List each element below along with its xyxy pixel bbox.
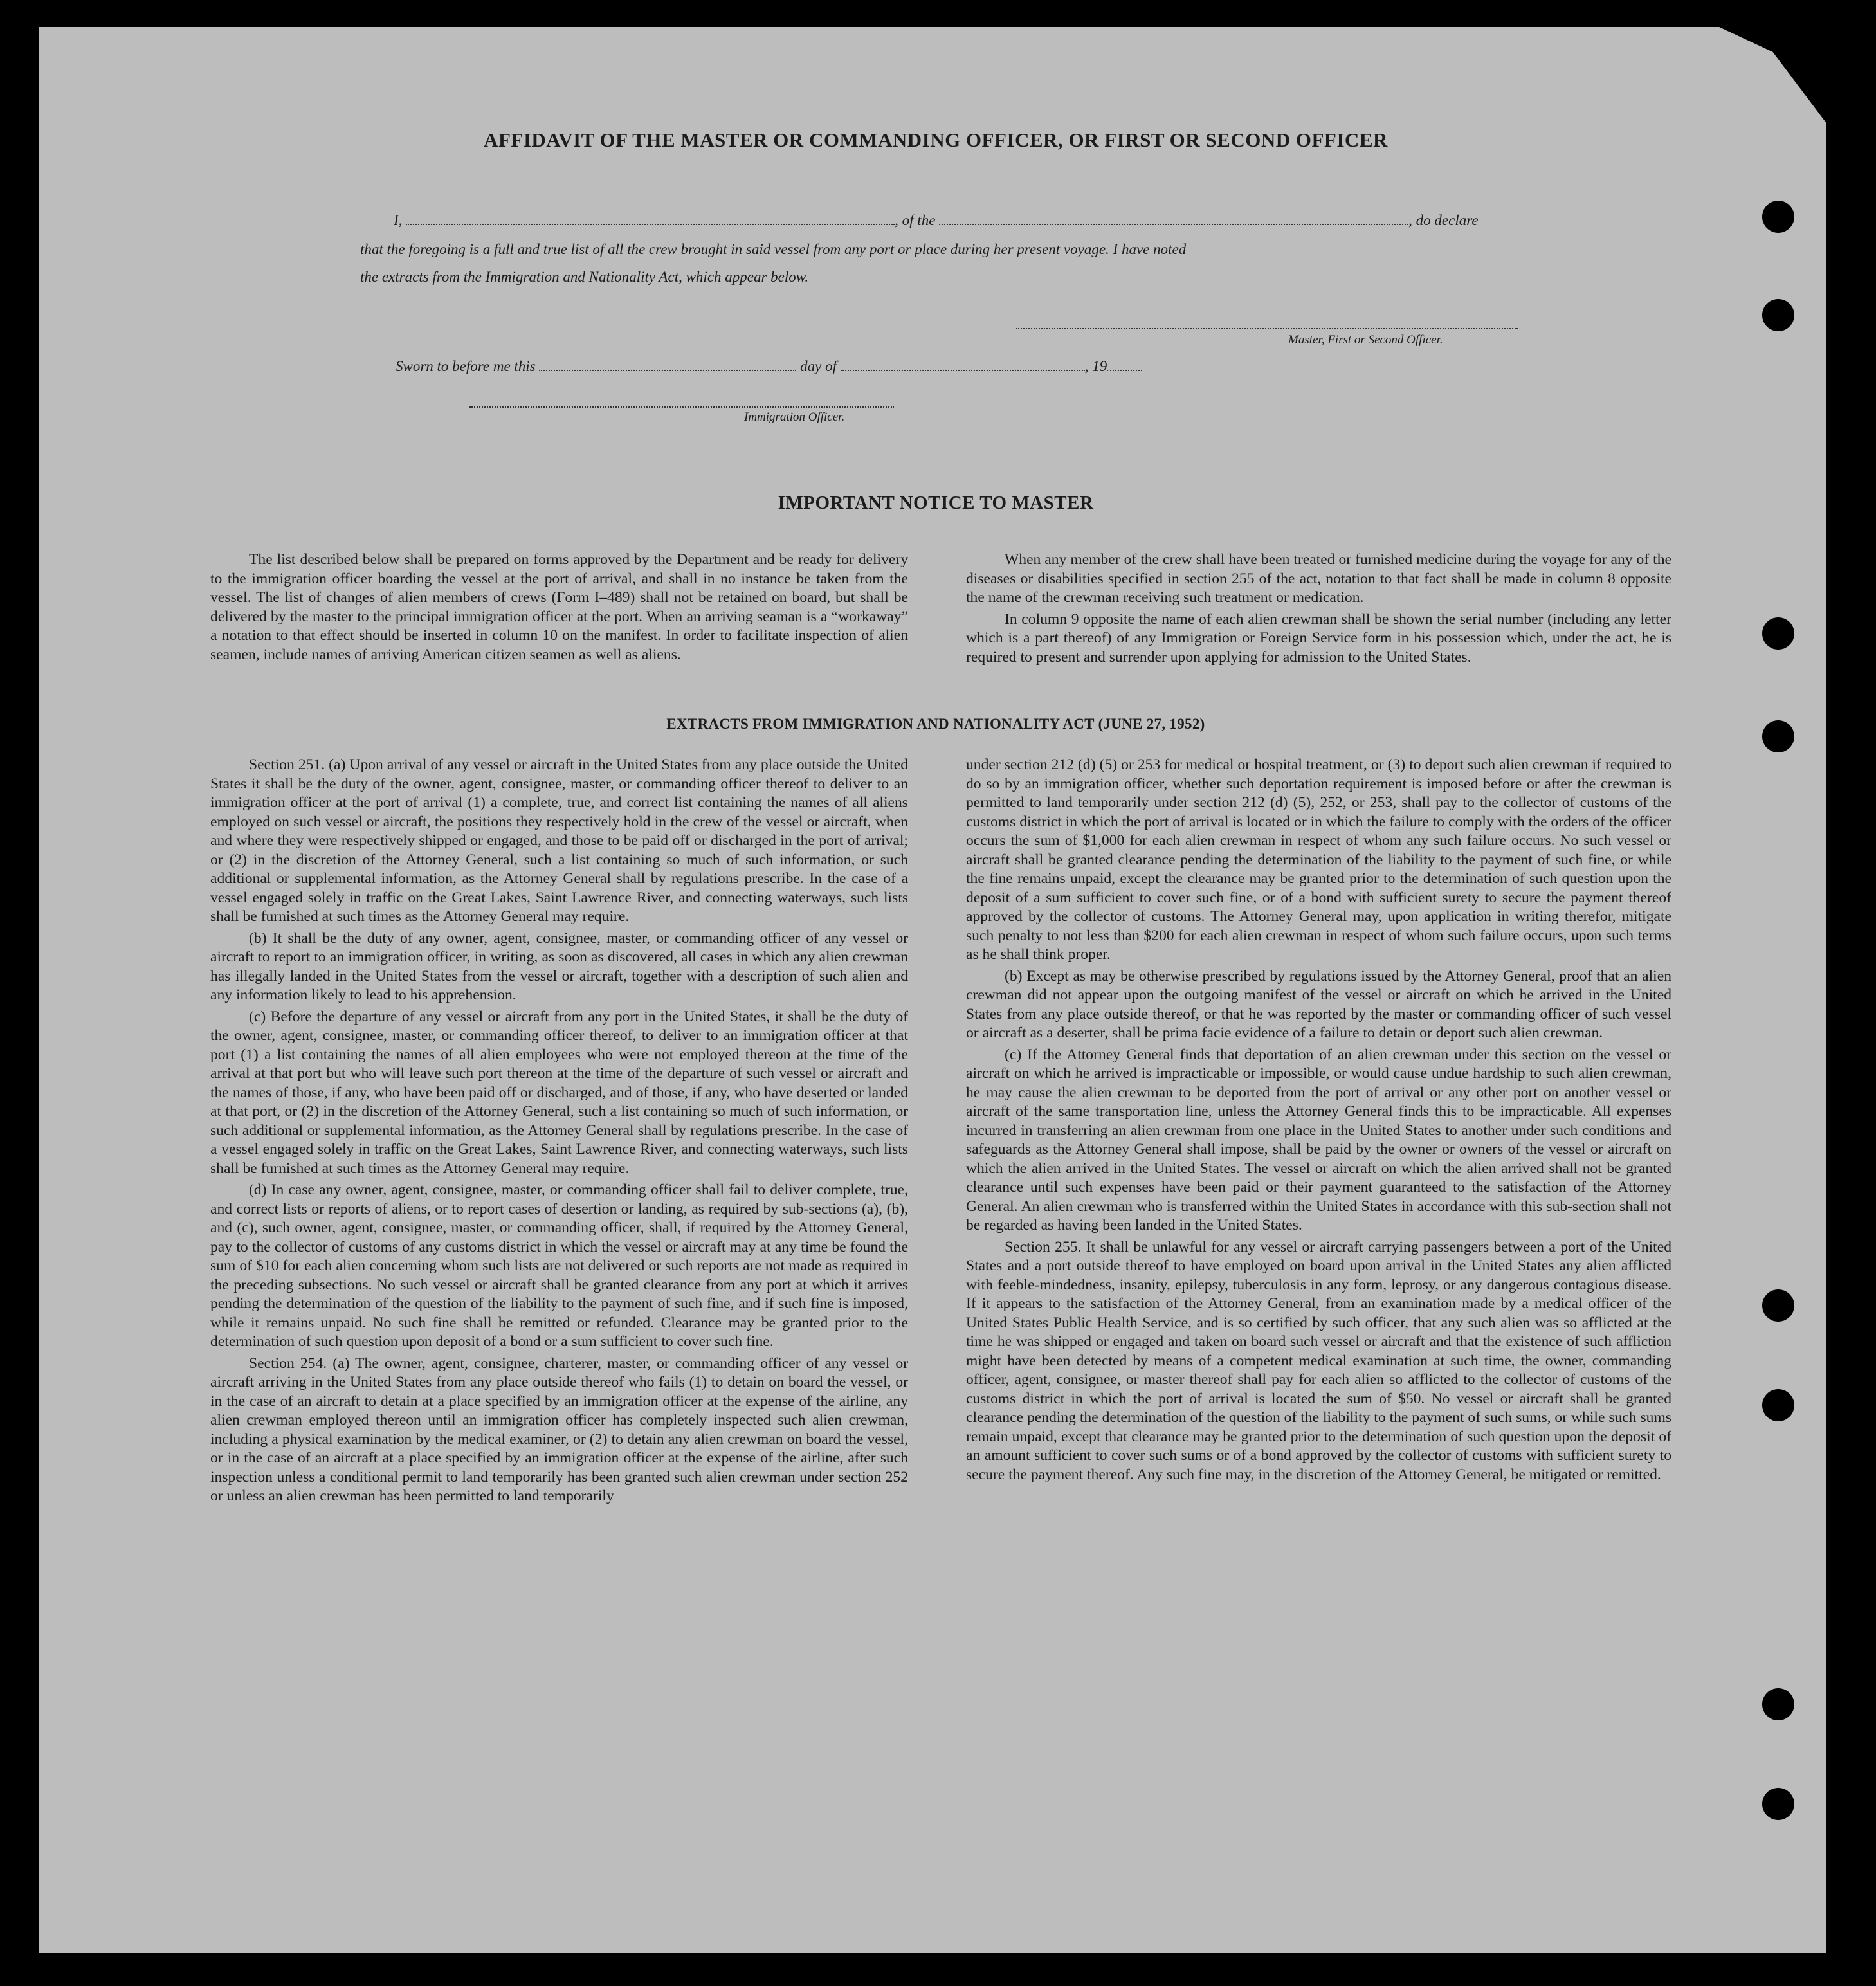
affidavit-declaration-line (394, 212, 1479, 229)
master-signature-label: Master, First or Second Officer. (1288, 333, 1443, 347)
officer-signature-line[interactable] (469, 406, 894, 408)
binder-hole (1762, 1289, 1794, 1322)
sworn-label: Sworn to before me this (396, 358, 536, 374)
officer-signature-label: Immigration Officer. (744, 410, 845, 424)
day-of-label: day of (800, 358, 837, 374)
affidavit-line-3: the extracts from the Immigration and Nationality Act, which appear below. (360, 269, 809, 285)
section-251-a: Section 251. (a) Upon arrival of any vessel or aircraft in the United States from any place outside the United States it shall be the duty of the owner, agent, consignee, master, or commanding officer thereof to deliver to an immigration officer at the port of arrival (1) a complete, true, and correct list containing the names of all aliens employed on such vessel or aircraft, the positions they respectively hold in the crew of the vessel or aircraft, when and where they were respectively shipped or engaged, and those to be paid off or discharged in the port of arrival; or (2) in the discretion of the Attorney General, such a list containing so much of such information, or such additional or supplemental information, as the Attorney General shall by regulations prescribe. In the case of a vessel engaged solely in traffic on the Great Lakes, Saint Lawrence River, and connecting waterways, such lists shall be furnished at such times as the Attorney General may require. (210, 756, 908, 925)
sworn-month-field[interactable] (841, 370, 1085, 371)
affidavit-line-2: that the foregoing is a full and true list of all the crew brought in said vessel from any port or place during her present voyage. I have noted (360, 241, 1187, 257)
sworn-line (396, 358, 1142, 375)
binder-hole (1762, 1389, 1794, 1421)
vessel-field[interactable] (939, 224, 1408, 225)
do-declare-label: , do declare (1408, 212, 1479, 228)
binder-hole (1762, 617, 1794, 650)
binder-hole (1762, 299, 1794, 331)
affidavit-title: AFFIDAVIT OF THE MASTER OR COMMANDING OFFICER, OR FIRST OR SECOND OFFICER (484, 129, 1388, 151)
i-label: I, (394, 212, 403, 228)
name-field[interactable] (406, 224, 895, 225)
section-254-a-continued: under section 212 (d) (5) or 253 for medical or hospital treatment, or (3) to deport such alien crewman if required to do so by an immigration officer, whether such deportation requirement is imposed before or after the crewman is permitted to land temporarily under section 212 (d) (5), 252, or 253, shall pay to the collector of customs of the customs district in which the port of arrival is located or in which the failure to comply with the orders of the officer occurs the sum of $1,000 for each alien crewman in respect of whom any such failure occurs. No such vessel or aircraft shall be granted clearance pending the determination of the liability to the payment of such fine, or while the fine remains unpaid, except the clearance may be granted prior to the determination of such question upon the deposit of a sum sufficient to cover such fine, or of a bond with sufficient surety to secure the payment thereof approved by the collector of customs. The Attorney General may, upon application in writing therefor, mitigate such penalty to not less than $200 for each alien crewman in respect of whom such failure occurs, upon such terms as he shall think proper. (966, 756, 1671, 963)
section-255: Section 255. It shall be unlawful for any vessel or aircraft carrying passengers between a port of the United States and a port outside thereof to have employed on board upon arrival in the United States any alien afflicted with feeble-mindedness, insanity, epilepsy, tuberculosis in any form, leprosy, or any dangerous contagious disease. If it appears to the satisfaction of the Attorney General, from an examination made by a medical officer of the United States Public Health Service, and is so certified by such officer, that any such alien was so afflicted at the time he was shipped or engaged and taken on board such vessel or aircraft and that the existence of such affliction might have been detected by means of a competent medical examination at such time, the owner, commanding officer, agent, consignee, or master thereof shall pay for each alien so afflicted to the collector of customs of the customs district in which the port of arrival is located the sum of $50. No vessel or aircraft shall be granted clearance pending the determination of the question of the liability to the payment of such sums, or while such sums remain unpaid, except that clearance may be granted prior to the determination of such question upon the deposit of an amount sufficient to cover such sums or of a bond approved by the collector of customs with sufficient surety to secure the payment thereof. Any such fine may, in the discretion of the Attorney General, be mitigated or remitted. (966, 1238, 1671, 1483)
notice-right-column (966, 551, 1671, 670)
sworn-day-field[interactable] (539, 370, 796, 371)
notice-paragraph: When any member of the crew shall have been treated or furnished medicine during the voyage for any of the diseases or disabilities specified in section 255 of the act, notation to that fact shall be made in column 8 opposite the name of the crewman receiving such treatment or medication. (966, 551, 1671, 606)
section-254-a: Section 254. (a) The owner, agent, consignee, charterer, master, or commanding officer of any vessel or aircraft arriving in the United States from any place outside thereof who fails (1) to detain on board the vessel, or in the case of an aircraft to detain at a place specified by an immigration officer at the expense of the airline, any alien crewman employed thereon until an immigration officer has completely inspected such alien crewman, including a physical examination by the medical examiner, or (2) to detain any alien crewman on board the vessel, or in the case of an aircraft at a place specified by an immigration officer at the expense of the airline, after such inspection unless a conditional permit to land temporarily has been granted such alien crewman under section 252 or unless an alien crewman has been permitted to land temporarily (210, 1354, 908, 1504)
section-251-b: (b) It shall be the duty of any owner, agent, consignee, master, or commanding officer of any vessel or aircraft to report to an immigration officer, in writing, as soon as discovered, all cases in which any alien crewman has illegally landed in the United States from the vessel or aircraft, together with a description of such alien and any information likely to lead to his apprehension. (210, 929, 908, 1003)
binder-hole (1762, 201, 1794, 233)
year-label: , 19 (1084, 358, 1107, 374)
binder-hole (1762, 1688, 1794, 1720)
notice-left-column (210, 551, 908, 667)
section-254-c: (c) If the Attorney General finds that deportation of an alien crewman under this section on the vessel or aircraft on which he arrived is impracticable or impossible, or would cause undue hardship to such alien crewman, he may cause the alien crewman to be deported from the port of arrival or any other port on another vessel or aircraft of the same transportation line, unless the Attorney General finds this to be impracticable. All expenses incurred in transferring an alien crewman from one place in the United States to another under such conditions and safeguards as the Attorney General shall impose, shall be paid by the owner or owners of the vessel or aircraft on which the alien arrived in the United States. The vessel or aircraft on which the alien arrived shall not be granted clearance until such expenses have been paid or their payment guaranteed to the satisfaction of the Attorney General. An alien crewman who is transferred within the United States in accordance with this sub-section shall not be regarded as having been landed in the United States. (966, 1046, 1671, 1234)
notice-heading: IMPORTANT NOTICE TO MASTER (778, 493, 1094, 513)
year-field[interactable] (1107, 370, 1142, 371)
section-254-b: (b) Except as may be otherwise prescribed by regulations issued by the Attorney General, proof that an alien crewman did not appear upon the outgoing manifest of the vessel or aircraft on which he arrived in the United States from any place outside thereof, or that he was reported by the master or commanding officer of such vessel or aircraft as a deserter, shall be prima facie evidence of a failure to detain or deport such alien crewman. (966, 967, 1671, 1041)
section-251-c: (c) Before the departure of any vessel or aircraft from any port in the United States, it shall be the duty of the owner, agent, consignee, master, or commanding officer thereof, to deliver to an immigration officer at that port (1) a list containing the names of all alien employees who were not employed thereon at the time of the arrival at that port but who will leave such port thereon at the time of the departure of such vessel or aircraft and the names of those, if any, who have been paid off or discharged, and of those, if any, who have deserted or landed at that port, or (2) in the discretion of the Attorney General, such a list containing so much of such information, or such additional or supplemental information, as the Attorney General shall by regulations prescribe. In the case of a vessel engaged solely in traffic on the Great Lakes, Saint Lawrence River, and connecting waterways, such lists shall be furnished at such times as the Attorney General may require. (210, 1008, 908, 1177)
extracts-right-column (966, 756, 1671, 1487)
binder-hole (1762, 720, 1794, 752)
extracts-heading: EXTRACTS FROM IMMIGRATION AND NATIONALITY ACT (JUNE 27, 1952) (666, 716, 1205, 732)
of-the-label: , of the (895, 212, 936, 228)
master-signature-line[interactable] (1016, 328, 1518, 329)
notice-paragraph: In column 9 opposite the name of each alien crewman shall be shown the serial number (including any letter which is a part thereof) of any Immigration or Foreign Service form in his possession which, under the act, he is required to present and surrender upon applying for admission to the United States. (966, 610, 1671, 666)
section-251-d: (d) In case any owner, agent, consignee, master, or commanding officer shall fail to deliver complete, true, and correct lists or reports of aliens, or to report cases of desertion or landing, as required by sub-sections (a), (b), and (c), such owner, agent, consignee, master, or commanding officer, shall, if required by the Attorney General, pay to the collector of customs of any customs district in which the vessel or aircraft may at any time be found the sum of $10 for each alien concerning whom such lists are not delivered or such reports are not made as required in the preceding subsections. No such vessel or aircraft shall be granted clearance from any port at which it arrives pending the determination of the question of the liability to the payment of such fine, and if such fine is imposed, while it remains unpaid. No such fine shall be remitted or refunded. Clearance may be granted prior to the determination of such question upon deposit of a bond or a sum sufficient to cover such fine. (210, 1181, 908, 1350)
binder-hole (1762, 1788, 1794, 1820)
extracts-left-column (210, 756, 908, 1509)
notice-paragraph: The list described below shall be prepared on forms approved by the Department and be ready for delivery to the immigration officer boarding the vessel at the port of arrival, and shall in no instance be taken from the vessel. The list of changes of alien members of crews (Form I–489) shall not be retained on board, but shall be delivered by the master to the principal immigration officer at the port. When an arriving seaman is a “workaway” a notation to that effect should be inserted in column 10 on the manifest. In order to facilitate inspection of alien seamen, include names of arriving American citizen seamen as well as aliens. (210, 551, 908, 663)
